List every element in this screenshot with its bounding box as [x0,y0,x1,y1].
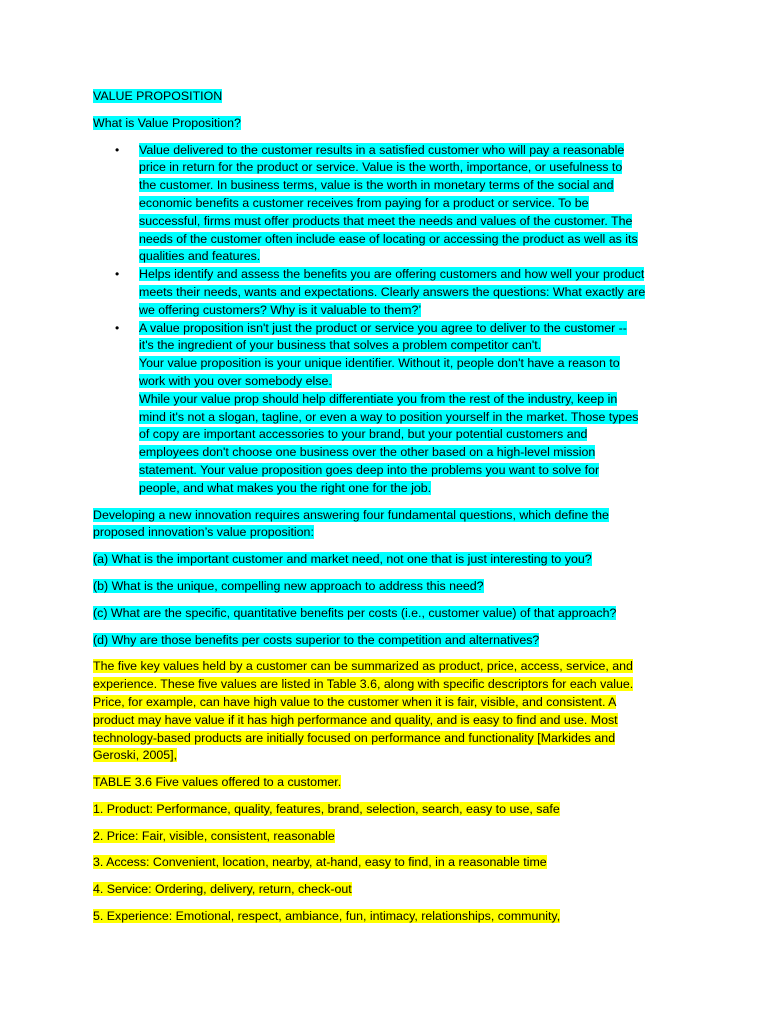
table-item-access: 3. Access: Convenient, location, nearby, at-hand, easy to find, in a reasonable time [93,855,547,870]
bullet-dot-icon: • [115,267,120,282]
bullet-item-3: • A value proposition isn't just the product or service you agree to deliver to the customer -- it's the ingredient of your business that solves a problem competitor can't. Your value proposition is your unique identifier. Without it, people don't have a reason to work with you over somebody else. While your value prop should help differentiate you from the rest of the industry, keep in mind it's not a slogan, tagline, or even a way to position yourself in the market. Those types of copy are important accessories to your brand, but your potential customers and employees don't choose one business over the other based on a high-level mission statement. Your value proposition goes deep into the problems you want to solve for people, and what makes you the right one for the job. [115,320,639,495]
bullet-item-1: • Value delivered to the customer results in a satisfied customer who will pay a reasonable price in return for the product or service. Value is the worth, importance, or usefulness to the customer. In business terms, value is the worth in monetary terms of the social and economic benefits a customer receives from paying for a product or service. To be successful, firms must offer products that meet the needs and values of the customer. The needs of the customer often include ease of locating or accessing the product as well as its qualities and features. [115,142,638,264]
bullet-dot-icon: • [115,320,120,335]
question-a: (a) What is the important customer and market need, not one that is just interesting to you? [93,552,592,567]
five-values-paragraph: The five key values held by a customer can be summarized as product, price, access, service, and experience. These five values are listed in Table 3.6, along with specific descriptors for each value. Price, for example, can have high value to the customer when it is fair, visible, and consistent. A product may have value if it has high performance and quality, and is easy to find and use. Most technology-based products are initially focused on performance and functionality [Markides and Geroski, 2005], [93,659,634,763]
definition-bullet-list [93,142,674,498]
section-question: What is Value Proposition? [93,115,241,130]
table-item-service: 4. Service: Ordering, delivery, return, check-out [93,882,352,897]
table-caption: TABLE 3.6 Five values offered to a customer. [93,775,342,790]
question-d: (d) Why are those benefits per costs superior to the competition and alternatives? [93,632,540,647]
document-title: VALUE PROPOSITION [93,89,223,103]
table-item-price: 2. Price: Fair, visible, consistent, reasonable [93,828,335,843]
innovation-intro-paragraph: Developing a new innovation requires answering four fundamental questions, which define the proposed innovation’s value proposition: [93,507,609,540]
question-c: (c) What are the specific, quantitative benefits per costs (i.e., customer value) of that approach? [93,605,617,620]
question-b: (b) What is the unique, compelling new approach to address this need? [93,578,484,593]
table-item-experience: 5. Experience: Emotional, respect, ambiance, fun, intimacy, relationships, community, [93,909,561,924]
bullet-dot-icon: • [115,142,120,157]
bullet-item-2: • Helps identify and assess the benefits you are offering customers and how well your product meets their needs, wants and expectations. Clearly answers the questions: What exactly are we offering customers? Why is it valuable to them?’ [115,267,646,317]
table-item-product: 1. Product: Performance, quality, features, brand, selection, search, easy to use, safe [93,801,560,816]
